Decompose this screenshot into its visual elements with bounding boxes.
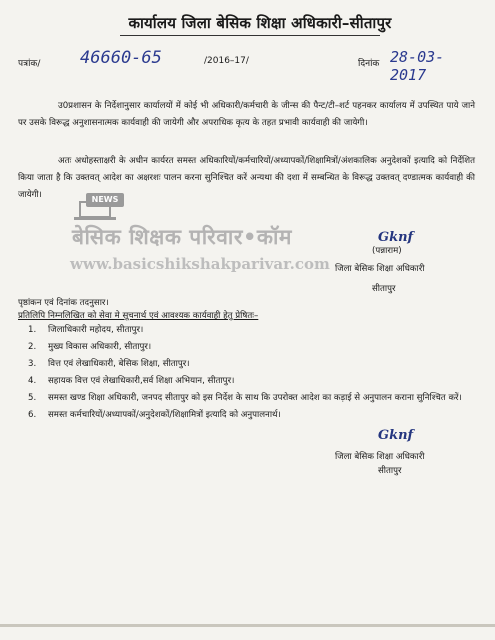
list-item	[20, 408, 473, 422]
patrank-number: 46660-65	[80, 48, 162, 68]
officer-name: (पन्नाराम)	[372, 246, 402, 256]
list-item-number: 4.	[28, 376, 37, 386]
list-item-number: 6.	[28, 410, 37, 420]
copy-list	[20, 323, 473, 425]
date-value: 28-03-2017	[390, 48, 445, 84]
list-item-number: 5.	[28, 393, 37, 403]
paragraph-2-text: अतः अधोहस्ताक्षरी के अधीन कार्यरत समस्त अधिकारियों/कर्मचारियों/अध्यापकों/शिक्षामित्रों/अंशकालिक अनुदेशकों इत्यादि को निर्देशित किया जाता है कि उक्तवत् आदेश का अक्षरशः पालन करना सुनिश्चित करें अन्यथा की दशा में सम्बन्धित के विरूद्ध उक्तवत् दण्डात्मक कार्यवाही की जायेगी।	[18, 156, 475, 200]
list-item-number: 2.	[28, 342, 37, 352]
endorsement-line: पृष्ठांकन एवं दिनांक तदनुसार।	[18, 298, 109, 308]
list-item	[20, 357, 473, 371]
list-item-number: 3.	[28, 359, 37, 369]
office-title: कार्यालय जिला बेसिक शिक्षा अधिकारी–सीतापुर	[128, 14, 392, 32]
list-item-text: जिलाधिकारी महोदय, सीतापुर।	[48, 325, 144, 335]
news-badge: NEWS	[86, 193, 124, 207]
signature-2: Gknf	[378, 428, 414, 443]
scan-edge-shadow	[0, 624, 495, 627]
title-underline	[120, 35, 380, 36]
list-item	[20, 340, 473, 354]
signature-1-designation: जिला बेसिक शिक्षा अधिकारी	[335, 264, 425, 274]
list-item-text: वित्त एवं लेखाधिकारी, बेसिक शिक्षा, सीतापुर।	[48, 359, 190, 369]
patrank-label: पत्रांक/	[18, 59, 41, 69]
list-item	[20, 374, 473, 388]
watermark-site-url: www.basicshikshakparivar.com	[70, 255, 330, 273]
list-item-number: 1.	[28, 325, 37, 335]
paragraph-1	[18, 98, 475, 132]
signature-2-designation: जिला बेसिक शिक्षा अधिकारी	[335, 452, 425, 462]
list-item-text: समस्त कर्मचारियों/अध्यापकों/अनुदेशकों/शिक्षामित्रों इत्यादि को अनुपालनार्थ।	[48, 410, 281, 420]
list-item	[20, 391, 473, 405]
signature-1-place: सीतापुर	[372, 284, 396, 294]
list-item	[20, 323, 473, 337]
list-item-text: समस्त खण्ड शिक्षा अधिकारी, जनपद सीतापुर को इस निर्देश के साथ कि उपरोक्त आदेश का कड़ाई से अनुपालन कराना सुनिश्चित करें।	[48, 393, 462, 403]
signature-1: Gknf	[378, 230, 414, 245]
watermark-site-hindi: बेसिक शिक्षक परिवार•कॉम	[72, 225, 292, 249]
date-label: दिनांक	[358, 59, 380, 69]
paragraph-1-text: उ0प्रशासन के निर्देशानुसार कार्यालयों में कोई भी अधिकारी/कर्मचारी के जीन्स की पैन्ट/टी–शर्ट पहनकर कार्यालय में उपस्थित पाये जाने पर उसके विरूद्ध अनुशासनात्मक कार्यवाही की जायेगी और अपराधिक कृत्य के तहत प्रभावी कार्यवाही की जायेगी।	[18, 101, 475, 128]
list-item-text: मुख्य विकास अधिकारी, सीतापुर।	[48, 342, 152, 352]
signature-2-place: सीतापुर	[378, 466, 402, 476]
reference-row	[18, 48, 477, 84]
year-part: /2016–17/	[204, 56, 249, 66]
copy-to-heading: प्रतिलिपि निम्नलिखित को सेवा मे सूचनार्थ एवं आवश्यक कार्यवाही हेतु प्रेषितः–	[18, 311, 259, 321]
list-item-text: सहायक वित्त एवं लेखाधिकारी,सर्व शिक्षा अभियान, सीतापुर।	[48, 376, 235, 386]
